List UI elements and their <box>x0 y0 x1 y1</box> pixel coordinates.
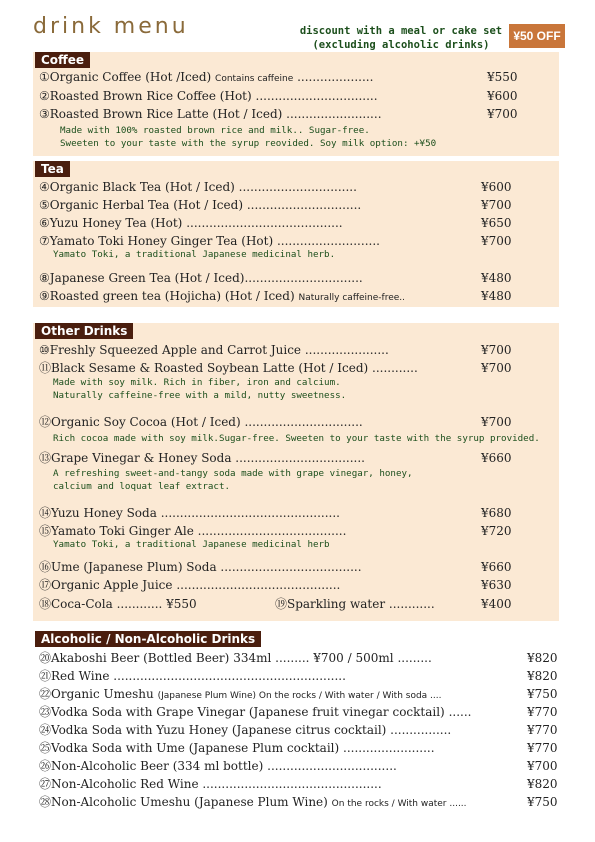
tea-item: ⑦Yamato Toki Honey Ginger Tea (Hot) ........................... <box>39 234 380 248</box>
alcohol-item: ㉖Non-Alcoholic Beer (334 ml bottle) .................................. <box>39 759 397 773</box>
alcohol-item: ㉕Vodka Soda with Ume (Japanese Plum cocktail) ........................ <box>39 741 435 755</box>
other-note: calcium and loquat leaf extract. <box>53 481 231 492</box>
other-heading: Other Drinks <box>35 323 133 339</box>
tea-heading: Tea <box>35 161 70 177</box>
tea-item: ⑨Roasted green tea (Hojicha) (Hot / Iced) Naturally caffeine-free.. <box>39 289 406 303</box>
menu-title: drink menu <box>33 14 189 39</box>
alcohol-item: ㉔Vodka Soda with Yuzu Honey (Japanese citrus cocktail) ................ <box>39 723 452 737</box>
other-item: ⑩Freshly Squeezed Apple and Carrot Juice ...................... <box>39 343 389 357</box>
alcohol-item: ㉗Non-Alcoholic Red Wine ............................................... <box>39 777 382 791</box>
other-price: ¥720 <box>481 524 512 538</box>
other-note: Naturally caffeine-free with a mild, nutty sweetness. <box>53 390 347 401</box>
other-price: ¥680 <box>481 506 512 520</box>
other-item: ⑰Organic Apple Juice ........................................... <box>39 578 341 592</box>
other-price: ¥660 <box>481 560 512 574</box>
other-item: ⑲Sparkling water ............ <box>275 597 435 611</box>
tea-price: ¥650 <box>481 216 512 230</box>
coffee-item: ①Organic Coffee (Hot /Iced) Contains caffeine .................... <box>39 70 374 84</box>
discount-line-2: (excluding alcoholic drinks) <box>312 39 490 51</box>
tea-price: ¥700 <box>481 198 512 212</box>
alcohol-price: ¥820 <box>527 669 558 683</box>
alcohol-price: ¥820 <box>527 651 558 665</box>
other-price: ¥660 <box>481 451 512 465</box>
alcohol-price: ¥820 <box>527 777 558 791</box>
discount-line-1: discount with a meal or cake set <box>299 25 503 37</box>
other-item: ⑫Organic Soy Cocoa (Hot / Iced) ............................... <box>39 415 363 429</box>
other-item: ⑯Ume (Japanese Plum) Soda ..................................... <box>39 560 362 574</box>
discount-text <box>296 24 506 52</box>
alcohol-price: ¥770 <box>527 705 558 719</box>
other-item: ⑬Grape Vinegar & Honey Soda .................................. <box>39 451 365 465</box>
other-note: A refreshing sweet-and-tangy soda made with grape vinegar, honey, <box>53 468 413 479</box>
tea-price: ¥480 <box>481 289 512 303</box>
other-item: ⑮Yamato Toki Ginger Ale ....................................... <box>39 524 347 538</box>
other-note: Made with soy milk. Rich in fiber, iron and calcium. <box>53 377 341 388</box>
tea-price: ¥600 <box>481 180 512 194</box>
tea-item: ⑧Japanese Green Tea (Hot / Iced)............................... <box>39 271 363 285</box>
tea-price: ¥480 <box>481 271 512 285</box>
alcohol-price: ¥700 <box>527 759 558 773</box>
alcohol-heading: Alcoholic / Non-Alcoholic Drinks <box>35 631 261 647</box>
other-item: ⑪Black Sesame & Roasted Soybean Latte (Hot / Iced) ............ <box>39 361 418 375</box>
coffee-item: ③Roasted Brown Rice Latte (Hot / Iced) ......................... <box>39 107 382 121</box>
other-price: ¥400 <box>481 597 512 611</box>
alcohol-item: ㉒Organic Umeshu (Japanese Plum Wine) On the rocks / With water / With soda .... <box>39 687 442 701</box>
alcohol-price: ¥750 <box>527 795 558 809</box>
alcohol-price: ¥770 <box>527 741 558 755</box>
other-item: ⑱Coca-Cola ............ ¥550 <box>39 597 197 611</box>
coffee-heading: Coffee <box>35 52 90 68</box>
alcohol-item: ㉘Non-Alcoholic Umeshu (Japanese Plum Wine) On the rocks / With water ...... <box>39 795 467 809</box>
alcohol-price: ¥750 <box>527 687 558 701</box>
coffee-price: ¥600 <box>487 89 518 103</box>
alcohol-price: ¥770 <box>527 723 558 737</box>
coffee-item: ②Roasted Brown Rice Coffee (Hot) ................................ <box>39 89 378 103</box>
other-note: Yamato Toki, a traditional Japanese medicinal herb <box>53 539 330 550</box>
tea-price: ¥700 <box>481 234 512 248</box>
other-price: ¥700 <box>481 361 512 375</box>
coffee-price: ¥700 <box>487 107 518 121</box>
tea-item: ⑥Yuzu Honey Tea (Hot) ......................................... <box>39 216 343 230</box>
alcohol-item: ⑳Akaboshi Beer (Bottled Beer) 334ml ......... ¥700 / 500ml ......... <box>39 651 432 665</box>
tea-note: Yamato Toki, a traditional Japanese medicinal herb. <box>53 249 336 260</box>
tea-item: ⑤Organic Herbal Tea (Hot / Iced) .............................. <box>39 198 362 212</box>
coffee-note: Sweeten to your taste with the syrup reovided. Soy milk option: +¥50 <box>60 138 437 149</box>
discount-badge: ¥50 OFF <box>509 24 565 48</box>
other-price: ¥630 <box>481 578 512 592</box>
other-price: ¥700 <box>481 415 512 429</box>
other-note: Rich cocoa made with soy milk.Sugar-free. Sweeten to your taste with the syrup provided. <box>53 433 540 444</box>
coffee-price: ¥550 <box>487 70 518 84</box>
other-item: ⑭Yuzu Honey Soda ............................................... <box>39 506 340 520</box>
tea-item: ④Organic Black Tea (Hot / Iced) ............................... <box>39 180 357 194</box>
coffee-note: Made with 100% roasted brown rice and milk.. Sugar-free. <box>60 125 370 136</box>
other-price: ¥700 <box>481 343 512 357</box>
alcohol-item: ㉓Vodka Soda with Grape Vinegar (Japanese fruit vinegar cocktail) ...... <box>39 705 472 719</box>
alcohol-item: ㉑Red Wine ............................................................. <box>39 669 346 683</box>
